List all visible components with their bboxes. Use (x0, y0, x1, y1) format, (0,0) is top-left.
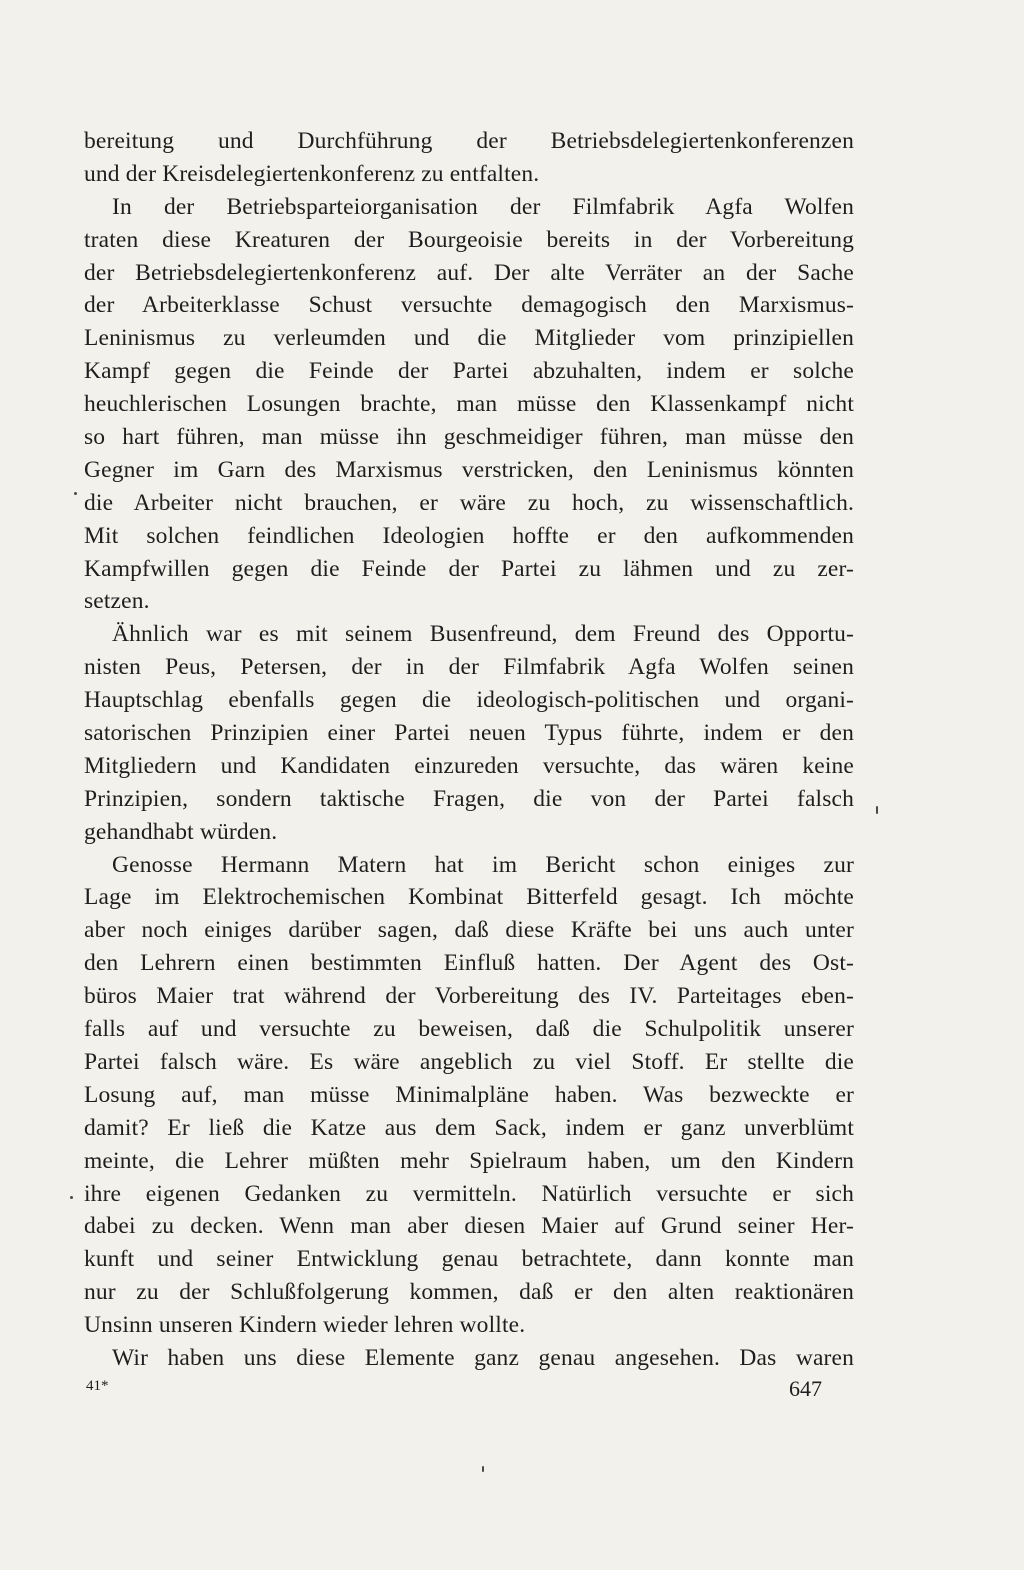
text-line: der Arbeiterklasse Schust versuchte demagogisch den Marxismus- (84, 292, 854, 319)
text-line: Lage im Elektrochemischen Kombinat Bitterfeld gesagt. Ich möchte (84, 884, 854, 911)
text-line: der Betriebsdelegiertenkonferenz auf. Der alte Verräter an der Sache (84, 259, 854, 286)
text-line: meinte, die Lehrer müßten mehr Spielraum haben, um den Kindern (84, 1147, 854, 1174)
paragraph-start-line: In der Betriebsparteiorganisation der Filmfabrik Agfa Wolfen (112, 193, 854, 220)
text-line: satorischen Prinzipien einer Partei neuen Typus führte, indem er den (84, 720, 854, 747)
text-line: setzen. (84, 588, 150, 615)
text-line: Unsinn unseren Kindern wieder lehren wollte. (84, 1312, 526, 1339)
text-line: und der Kreisdelegiertenkonferenz zu entfalten. (84, 160, 540, 187)
text-line: nur zu der Schlußfolgerung kommen, daß er den alten reaktionären (84, 1279, 854, 1306)
text-line: ihre eigenen Gedanken zu vermitteln. Natürlich versuchte er sich (84, 1180, 854, 1207)
paragraph-start-line: Genosse Hermann Matern hat im Bericht schon einiges zur (112, 851, 854, 878)
scan-speck (74, 492, 77, 495)
text-line: Prinzipien, sondern taktische Fragen, die von der Partei falsch (84, 785, 854, 812)
text-line: gehandhabt würden. (84, 818, 278, 845)
text-line: Losung auf, man müsse Minimalpläne haben. Was bezweckte er (84, 1081, 854, 1108)
body-text (84, 125, 854, 1375)
page-number: 647 (789, 1376, 822, 1401)
text-line: traten diese Kreaturen der Bourgeoisie bereits in der Vorbereitung (84, 226, 854, 253)
scan-speck (876, 806, 878, 814)
text-line: Kampfwillen gegen die Feinde der Partei zu lähmen und zu zer- (84, 555, 854, 582)
text-line: Partei falsch wäre. Es wäre angeblich zu viel Stoff. Er stellte die (84, 1048, 854, 1075)
signature-mark: 41* (86, 1378, 109, 1394)
text-line: falls auf und versuchte zu beweisen, daß die Schulpolitik unserer (84, 1016, 854, 1043)
paragraph-start-line: Ähnlich war es mit seinem Busenfreund, dem Freund des Opportu- (112, 621, 854, 648)
paragraph-start-line: Wir haben uns diese Elemente ganz genau angesehen. Das waren (112, 1344, 854, 1371)
text-line: Leninismus zu verleumden und die Mitglieder vom prinzipiellen (84, 325, 854, 352)
text-line: Kampf gegen die Feinde der Partei abzuhalten, indem er solche (84, 358, 854, 385)
text-line: büros Maier trat während der Vorbereitung des IV. Parteitages eben- (84, 983, 854, 1010)
text-line: aber noch einiges darüber sagen, daß diese Kräfte bei uns auch unter (84, 917, 854, 944)
text-line: bereitung und Durchführung der Betriebsdelegiertenkonferenzen (84, 128, 854, 154)
text-line: Mit solchen feindlichen Ideologien hoffte er den aufkommenden (84, 522, 854, 549)
text-line: so hart führen, man müsse ihn geschmeidiger führen, man müsse den (84, 424, 854, 451)
text-line: Gegner im Garn des Marxismus verstricken, den Leninismus könnten (84, 456, 854, 483)
text-line: heuchlerischen Losungen brachte, man müsse den Klassenkampf nicht (84, 391, 854, 418)
text-line: die Arbeiter nicht brauchen, er wäre zu hoch, zu wissenschaftlich. (84, 489, 854, 516)
scan-speck (482, 1466, 484, 1472)
text-line: den Lehrern einen bestimmten Einfluß hatten. Der Agent des Ost- (84, 950, 854, 977)
text-line: dabei zu decken. Wenn man aber diesen Maier auf Grund seiner Her- (84, 1213, 854, 1240)
scan-speck (70, 1196, 73, 1199)
text-line: nisten Peus, Petersen, der in der Filmfabrik Agfa Wolfen seinen (84, 654, 854, 681)
page-footer (84, 1376, 854, 1406)
text-line: Mitgliedern und Kandidaten einzureden versuchte, das wären keine (84, 752, 854, 779)
text-line: damit? Er ließ die Katze aus dem Sack, indem er ganz unverblümt (84, 1114, 854, 1141)
text-line: kunft und seiner Entwicklung genau betrachtete, dann konnte man (84, 1246, 854, 1273)
text-line: Hauptschlag ebenfalls gegen die ideologisch-politischen und organi- (84, 687, 854, 714)
